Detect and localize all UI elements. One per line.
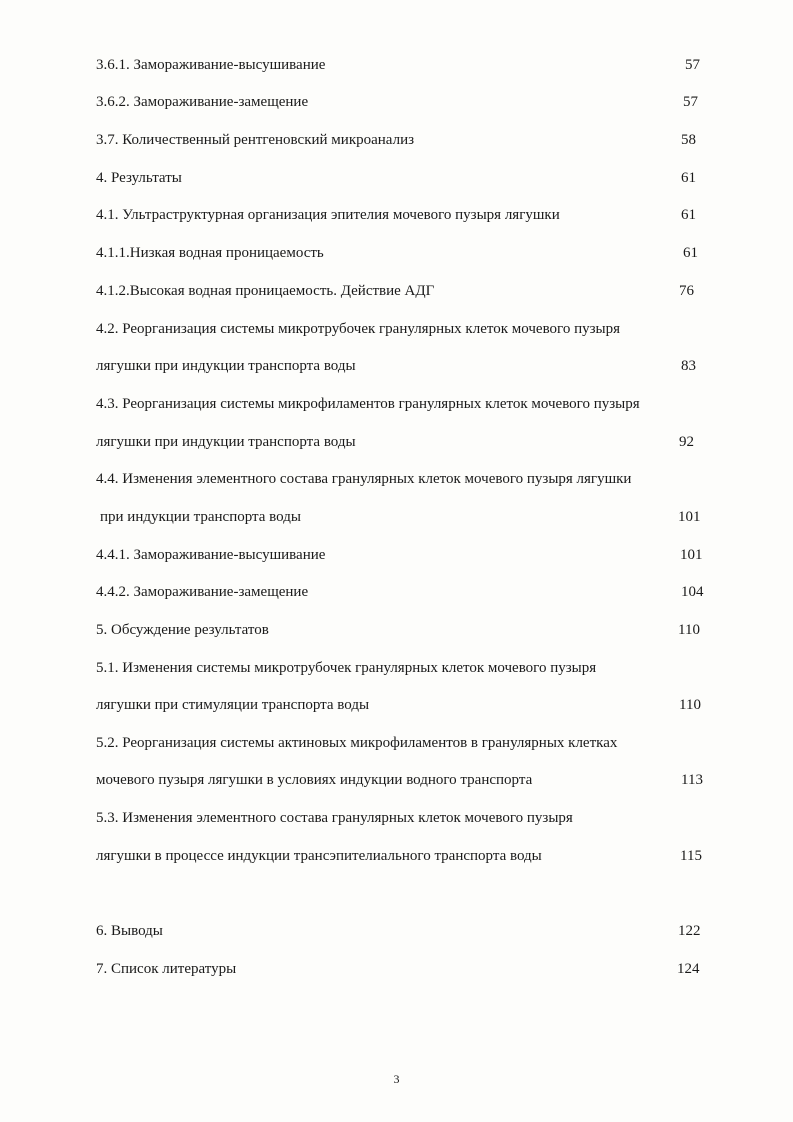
toc-entry-page: 76	[679, 283, 694, 299]
toc-entry-page: 122	[678, 923, 701, 939]
page-number: 3	[393, 1072, 400, 1086]
toc-entry-page: 57	[685, 57, 700, 73]
toc-entry-page: 101	[678, 509, 701, 525]
toc-entry-text: 4.1.1.Низкая водная проницаемость	[96, 245, 324, 261]
toc-entry-text: 4.1. Ультраструктурная организация эпителия мочевого пузыря лягушки	[96, 207, 560, 223]
toc-entry-page: 124	[677, 961, 700, 977]
toc-entry-page: 113	[681, 772, 703, 788]
toc-entry-page: 115	[680, 848, 702, 864]
toc-entry-text-continued: лягушки в процессе индукции трансэпителиального транспорта воды	[96, 848, 542, 864]
toc-entry-page: 83	[681, 358, 696, 374]
toc-entry-text: 4. Результаты	[96, 170, 182, 186]
toc-entry-text-continued: мочевого пузыря лягушки в условиях индукции водного транспорта	[96, 772, 533, 788]
toc-entry-text: 4.3. Реорганизация системы микрофиламентов гранулярных клеток мочевого пузыря	[96, 396, 640, 412]
toc-entry-page: 110	[678, 622, 700, 638]
toc-entry-text-continued: лягушки при стимуляции транспорта воды	[96, 697, 370, 713]
toc-entry-page: 92	[679, 434, 694, 450]
toc-entry-page: 58	[681, 132, 696, 148]
toc-entry-text: 7. Список литературы	[96, 961, 237, 977]
toc-entry-text-continued: лягушки при индукции транспорта воды	[96, 358, 356, 374]
toc-entry-text: 4.2. Реорганизация системы микротрубочек гранулярных клеток мочевого пузыря	[96, 321, 621, 337]
toc-entry-page: 57	[683, 94, 698, 110]
toc-entry-page: 104	[681, 584, 704, 600]
toc-entry-text: 3.7. Количественный рентгеновский микроанализ	[96, 132, 415, 148]
toc-entry-text: 3.6.2. Замораживание-замещение	[96, 94, 309, 110]
toc-entry-page: 110	[679, 697, 701, 713]
toc-entry-text: 4.4. Изменения элементного состава гранулярных клеток мочевого пузыря лягушки	[96, 471, 632, 487]
toc-entry-text: 5. Обсуждение результатов	[96, 622, 269, 638]
toc-entry-page: 61	[683, 245, 698, 261]
toc-entry-text-continued: лягушки при индукции транспорта воды	[96, 434, 356, 450]
toc-entry-page: 61	[681, 207, 696, 223]
toc-entry-text: 4.4.1. Замораживание-высушивание	[96, 547, 326, 563]
toc-entry-text: 4.1.2.Высокая водная проницаемость. Действие АДГ	[96, 283, 435, 299]
toc-entry-text: 5.1. Изменения системы микротрубочек гранулярных клеток мочевого пузыря	[96, 660, 597, 676]
toc-entry-text-continued: при индукции транспорта воды	[100, 509, 301, 525]
toc-entry-page: 61	[681, 170, 696, 186]
toc-entry-text: 5.2. Реорганизация системы актиновых микрофиламентов в гранулярных клетках	[96, 735, 618, 751]
toc-entry-text: 4.4.2. Замораживание-замещение	[96, 584, 309, 600]
toc-entry-text: 6. Выводы	[96, 923, 163, 939]
toc-entry-text: 5.3. Изменения элементного состава гранулярных клеток мочевого пузыря	[96, 810, 573, 826]
toc-entry-page: 101	[680, 547, 703, 563]
toc-entry-text: 3.6.1. Замораживание-высушивание	[96, 57, 326, 73]
